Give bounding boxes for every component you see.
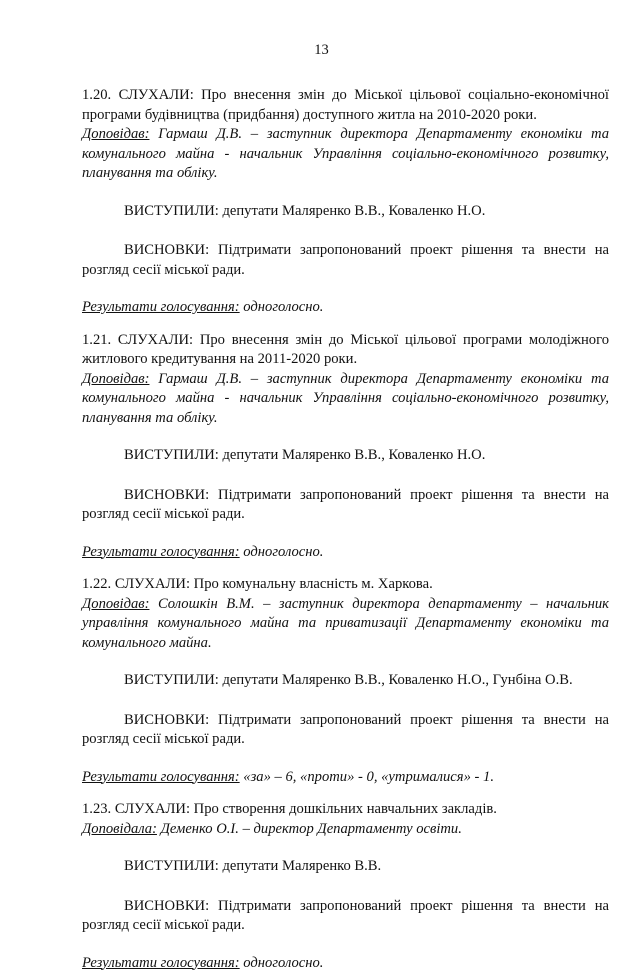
vote-label: Результати голосування: bbox=[82, 769, 240, 785]
conclusions-paragraph: ВИСНОВКИ: Підтримати запропонований проект рішення та внести на розгляд сесії міської ради. bbox=[82, 241, 609, 280]
vote-paragraph bbox=[82, 954, 609, 973]
speaker-paragraph bbox=[82, 125, 609, 184]
speaker-text: Деменко О.І. – директор Департаменту освіти. bbox=[157, 821, 462, 837]
speaker-paragraph bbox=[82, 595, 609, 654]
heard-paragraph: 1.21. СЛУХАЛИ: Про внесення змін до Міської цільової програми молодіжного житлового кредитування на 2011-2020 роки. bbox=[82, 331, 609, 370]
vote-result: одноголосно. bbox=[240, 955, 324, 971]
speaker-label: Доповідав: bbox=[82, 126, 149, 142]
spoke-paragraph: ВИСТУПИЛИ: депутати Маляренко В.В., Коваленко Н.О., Гунбіна О.В. bbox=[124, 671, 609, 691]
speaker-paragraph bbox=[82, 820, 609, 840]
speaker-text: Гармаш Д.В. – заступник директора Департаменту економіки та комунального майна - начальник Управління соціально-економічного розвитку, планування та обліку. bbox=[82, 371, 609, 426]
vote-label: Результати голосування: bbox=[82, 299, 240, 315]
minutes-content bbox=[82, 86, 609, 973]
speaker-text: Солошкін В.М. – заступник директора департаменту – начальник управління комунального майна та приватизації Департаменту економіки та комунального майна. bbox=[82, 596, 609, 651]
vote-label: Результати голосування: bbox=[82, 955, 240, 971]
speaker-label: Доповідав: bbox=[82, 596, 149, 612]
heard-paragraph: 1.22. СЛУХАЛИ: Про комунальну власність м. Харкова. bbox=[82, 575, 609, 595]
conclusions-paragraph: ВИСНОВКИ: Підтримати запропонований проект рішення та внести на розгляд сесії міської ради. bbox=[82, 486, 609, 525]
speaker-label: Доповідала: bbox=[82, 821, 157, 837]
agenda-item-1-23 bbox=[82, 800, 609, 973]
spoke-paragraph: ВИСТУПИЛИ: депутати Маляренко В.В., Коваленко Н.О. bbox=[124, 446, 609, 466]
speaker-paragraph bbox=[82, 370, 609, 429]
heard-paragraph: 1.23. СЛУХАЛИ: Про створення дошкільних навчальних закладів. bbox=[82, 800, 609, 820]
vote-result: одноголосно. bbox=[240, 544, 324, 560]
agenda-item-1-22 bbox=[82, 575, 609, 787]
heard-paragraph: 1.20. СЛУХАЛИ: Про внесення змін до Міської цільової соціально-економічної програми будівництва (придбання) доступного житла на 2010-2020 роки. bbox=[82, 86, 609, 125]
vote-paragraph bbox=[82, 298, 609, 318]
conclusions-paragraph: ВИСНОВКИ: Підтримати запропонований проект рішення та внести на розгляд сесії міської ради. bbox=[82, 711, 609, 750]
vote-paragraph bbox=[82, 768, 609, 788]
vote-paragraph bbox=[82, 543, 609, 563]
vote-result: «за» – 6, «проти» - 0, «утрималися» - 1. bbox=[240, 769, 494, 785]
spoke-paragraph: ВИСТУПИЛИ: депутати Маляренко В.В., Коваленко Н.О. bbox=[124, 202, 609, 222]
vote-result: одноголосно. bbox=[240, 299, 324, 315]
speaker-label: Доповідав: bbox=[82, 371, 149, 387]
conclusions-paragraph: ВИСНОВКИ: Підтримати запропонований проект рішення та внести на розгляд сесії міської ради. bbox=[82, 897, 609, 936]
vote-label: Результати голосування: bbox=[82, 544, 240, 560]
agenda-item-1-21 bbox=[82, 331, 609, 563]
spoke-paragraph: ВИСТУПИЛИ: депутати Маляренко В.В. bbox=[124, 857, 609, 877]
speaker-text: Гармаш Д.В. – заступник директора Департаменту економіки та комунального майна - начальник Управління соціально-економічного розвитку, планування та обліку. bbox=[82, 126, 609, 181]
agenda-item-1-20 bbox=[82, 86, 609, 318]
page-number: 13 bbox=[0, 42, 643, 59]
